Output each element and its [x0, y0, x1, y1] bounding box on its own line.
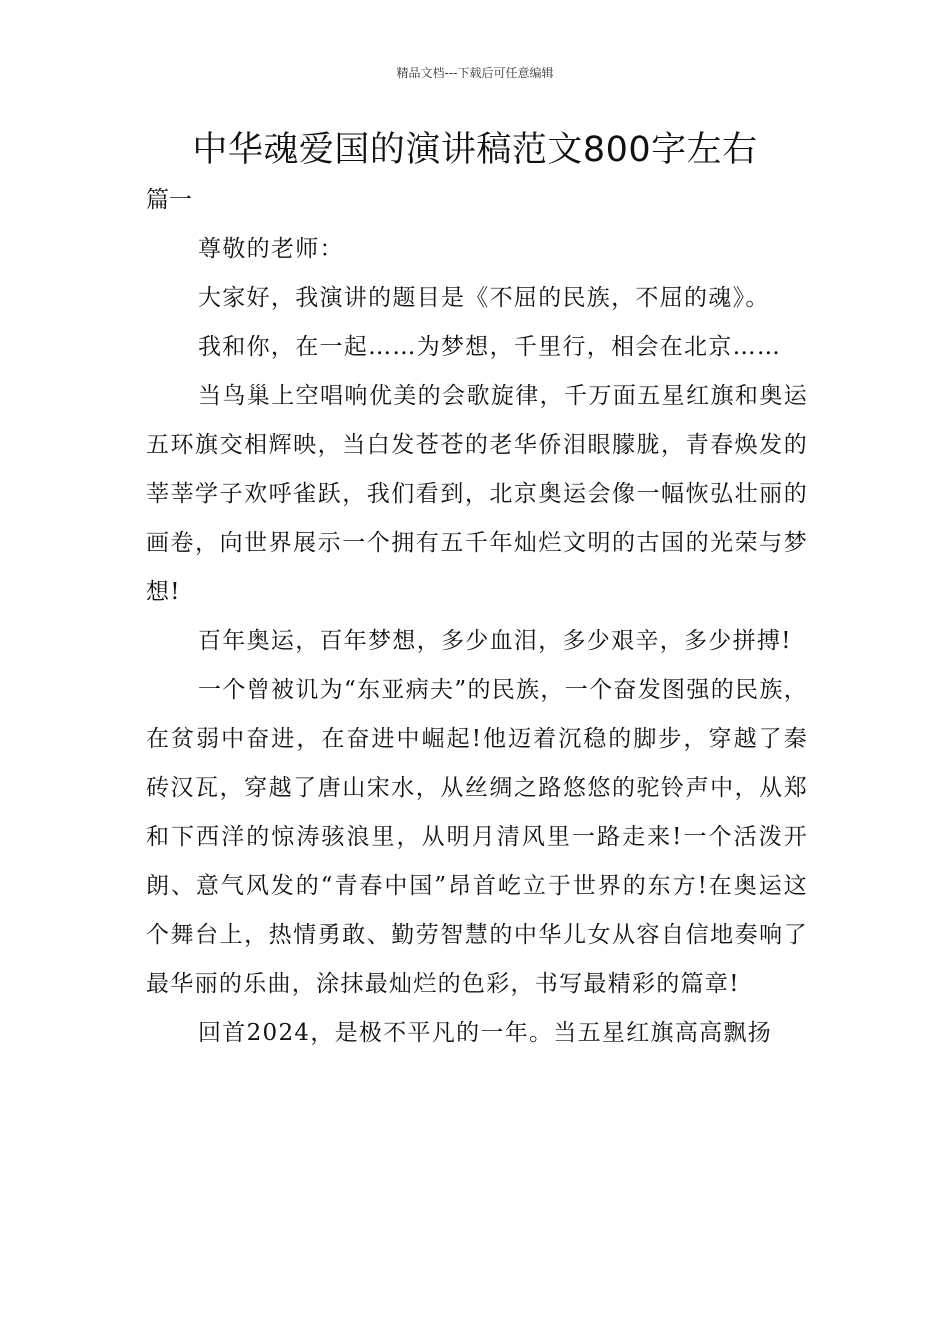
- document-body: [146, 176, 808, 1058]
- body-paragraph: 回首2024，是极不平凡的一年。当五星红旗高高飘扬: [198, 1020, 773, 1046]
- body-paragraph: 一个曾被讥为“东亚病夫”的民族，一个奋发图强的民族，在贫弱中奋进，在奋进中崛起!他迈着沉稳的脚步，穿越了秦砖汉瓦，穿越了唐山宋水，从丝绸之路悠悠的驼铃声中，从郑和下西洋的惊涛骇浪里，从明月清风里一路走来!一个活泼开朗、意气风发的“青春中国”昂首屹立于世界的东方!在奥运这个舞台上，热情勇敢、勤劳智慧的中华儿女从容自信地奏响了最华丽的乐曲，涂抹最灿烂的色彩，书写最精彩的篇章!: [146, 677, 808, 997]
- body-paragraph: 当鸟巢上空唱响优美的会歌旋律，千万面五星红旗和奥运五环旗交相辉映，当白发苍苍的老华侨泪眼朦胧，青春焕发的莘莘学子欢呼雀跃，我们看到，北京奥运会像一幅恢弘壮丽的画卷，向世界展示一个拥有五千年灿烂文明的古国的光荣与梦想!: [146, 383, 808, 605]
- lyric-paragraph: 我和你，在一起……为梦想，千里行，相会在北京……: [198, 334, 782, 360]
- salutation-paragraph: 尊敬的老师：: [198, 236, 344, 262]
- document-title: 中华魂爱国的演讲稿范文800字左右: [192, 130, 758, 170]
- greeting-paragraph: 大家好，我演讲的题目是《不屈的民族，不屈的魂》。: [198, 285, 770, 311]
- body-paragraph: 百年奥运，百年梦想，多少血泪，多少艰辛，多少拼搏!: [198, 628, 792, 654]
- section-label: 篇一: [146, 187, 192, 213]
- header-note: 精品文档---下载后可任意编辑: [396, 66, 554, 80]
